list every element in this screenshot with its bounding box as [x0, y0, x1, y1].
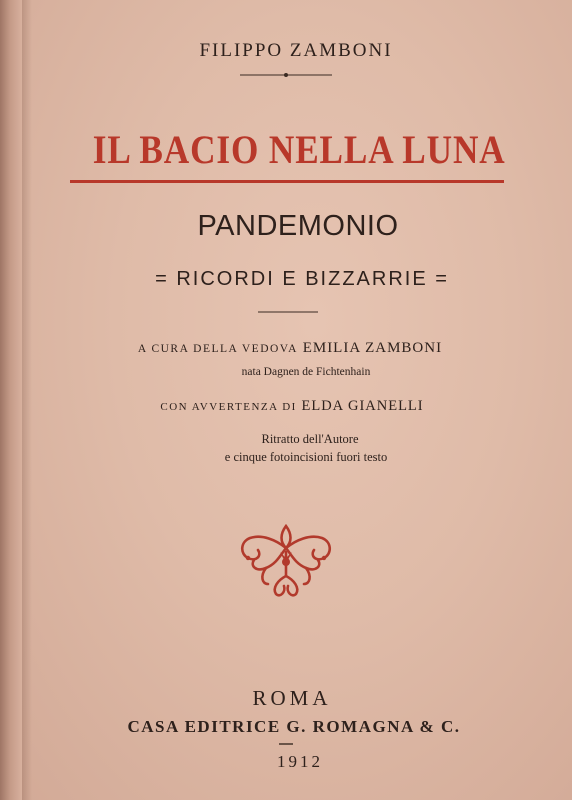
book-title: IL BACIO NELLA LUNA [92, 127, 506, 172]
editor-birth-name: nata Dagnen de Fichtenhain [241, 366, 371, 378]
foreword-author: ELDA GIANELLI [301, 398, 424, 414]
publisher-name: CASA EDITRICE G. ROMAGNA & C. [127, 717, 461, 736]
editor-name: EMILIA ZAMBONI [302, 340, 443, 356]
fleuron-ornament [236, 518, 336, 598]
publication-city: ROMA [252, 686, 332, 710]
editor-prefix: A CURA DELLA VEDOVA [137, 343, 298, 355]
author-name: FILIPPO ZAMBONI [199, 40, 393, 61]
title-underline [70, 180, 504, 183]
publication-year: 1912 [277, 752, 323, 771]
author-divider-ornament [236, 70, 336, 80]
year-dash [279, 742, 293, 746]
subtitle-divider-rule [258, 310, 318, 314]
foreword-prefix: CON AVVERTENZA DI [160, 401, 297, 413]
editor-line [0, 340, 572, 357]
contents-portrait: Ritratto dell'Autore [261, 432, 359, 446]
contents-plates: e cinque fotoincisioni fuori testo [224, 450, 388, 464]
subtitle-ricordi: = RICORDI E BIZZARRIE = [155, 268, 449, 290]
foreword-line [0, 398, 572, 415]
subtitle-pandemonio: PANDEMONIO [197, 210, 399, 242]
